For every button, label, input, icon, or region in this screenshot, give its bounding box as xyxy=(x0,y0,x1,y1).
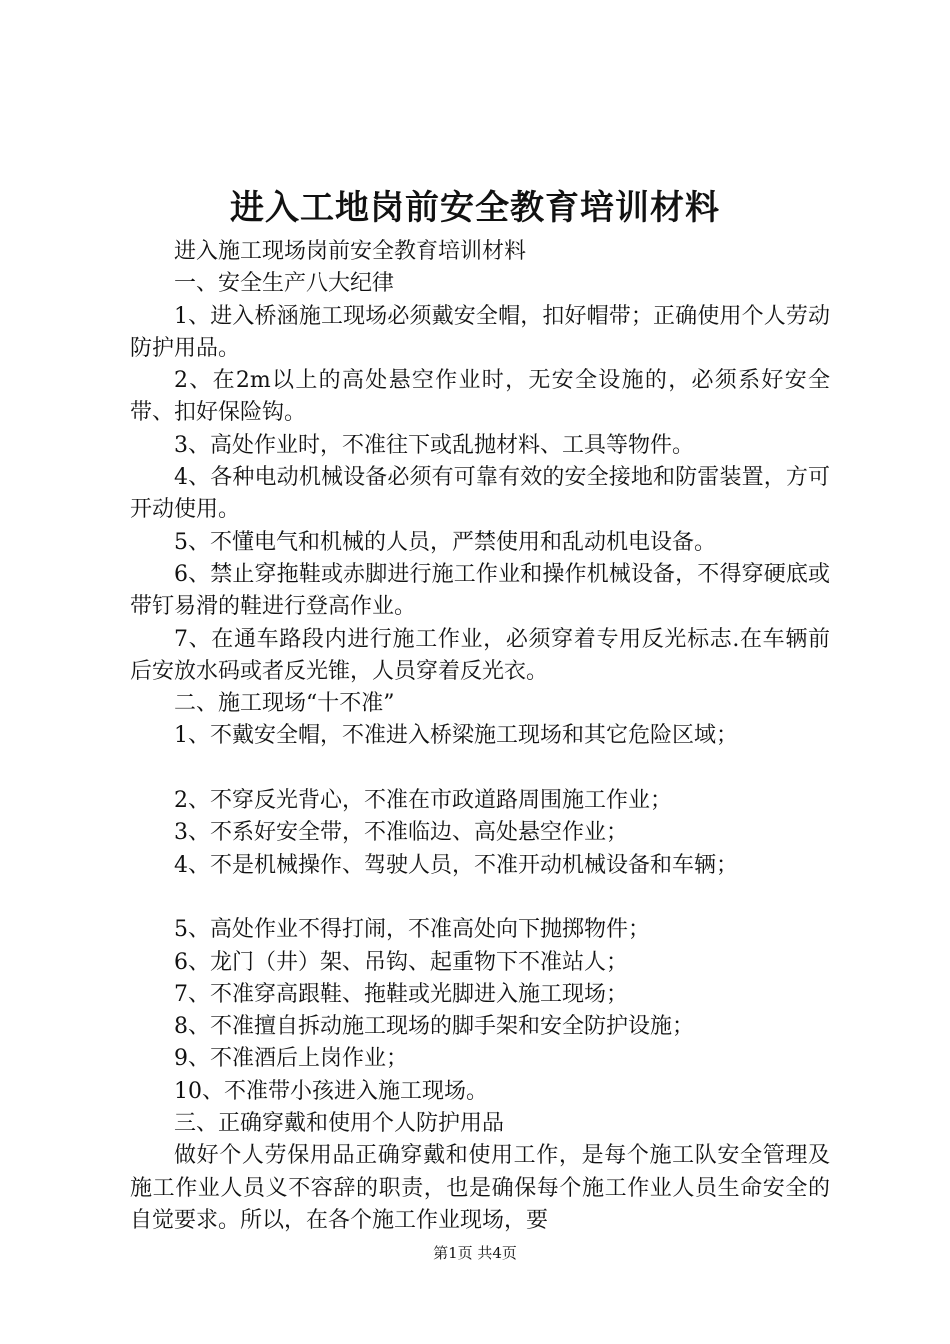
rule-paragraph-5: 5、不懂电气和机械的人员，严禁使用和乱动机电设备。 xyxy=(174,529,716,555)
prohibition-item-8: 8、不准擅自拆动施工现场的脚手架和安全防护设施； xyxy=(174,1014,694,1040)
prohibition-item-3: 3、不系好安全带，不准临边、高处悬空作业； xyxy=(174,820,628,846)
prohibition-item-1: 1、不戴安全帽，不准进入桥梁施工现场和其它危险区域； xyxy=(174,723,738,749)
blank-line xyxy=(130,882,830,914)
subtitle-paragraph: 进入施工现场岗前安全教育培训材料 xyxy=(174,239,527,264)
section-heading-1: 一、安全生产八大纪律 xyxy=(174,271,395,297)
section-heading-3: 三、正确穿戴和使用个人防护用品 xyxy=(174,1111,505,1137)
prohibition-item-6: 6、龙门（井）架、吊钩、起重物下不准站人； xyxy=(174,949,628,975)
prohibition-item-5: 5、高处作业不得打闹，不准高处向下抛掷物件； xyxy=(174,917,650,943)
rule-paragraph-7: 7、在通车路段内进行施工作业，必须穿着专用反光标志.在车辆前后安放水码或者反光锥，人员穿着反光衣。 xyxy=(130,626,830,684)
prohibition-item-4: 4、不是机械操作、驾驶人员，不准开动机械设备和车辆； xyxy=(174,852,738,878)
prohibition-item-10: 10、不准带小孩进入施工现场。 xyxy=(174,1078,488,1104)
document-body xyxy=(130,236,830,1237)
prohibition-item-9: 9、不准酒后上岗作业； xyxy=(174,1046,408,1072)
page-footer: 第1页 共4页 xyxy=(433,1244,517,1262)
rule-paragraph-3: 3、高处作业时，不准往下或乱抛材料、工具等物件。 xyxy=(174,432,694,458)
rule-paragraph-1: 1、进入桥涵施工现场必须戴安全帽，扣好帽带；正确使用个人劳动防护用品。 xyxy=(130,303,830,361)
blank-line xyxy=(130,753,830,785)
section-heading-2: 二、施工现场“十不准” xyxy=(174,691,395,717)
prohibition-item-2: 2、不穿反光背心，不准在市政道路周围施工作业； xyxy=(174,788,672,814)
prohibition-item-7: 7、不准穿高跟鞋、拖鞋或光脚进入施工现场； xyxy=(174,981,628,1007)
document-title: 进入工地岗前安全教育培训材料 xyxy=(230,188,720,228)
rule-paragraph-4: 4、各种电动机械设备必须有可靠有效的安全接地和防雷装置，方可开动使用。 xyxy=(130,465,830,523)
body-paragraph: 做好个人劳保用品正确穿戴和使用工作，是每个施工队安全管理及施工作业人员义不容辞的职责，也是确保每个施工作业人员生命安全的自觉要求。所以，在各个施工作业现场，要 xyxy=(130,1143,830,1233)
rule-paragraph-6: 6、禁止穿拖鞋或赤脚进行施工作业和操作机械设备，不得穿硬底或带钉易滑的鞋进行登高作业。 xyxy=(130,561,830,620)
rule-paragraph-2: 2、在2m以上的高处悬空作业时，无安全设施的，必须系好安全带、扣好保险钩。 xyxy=(130,368,830,426)
